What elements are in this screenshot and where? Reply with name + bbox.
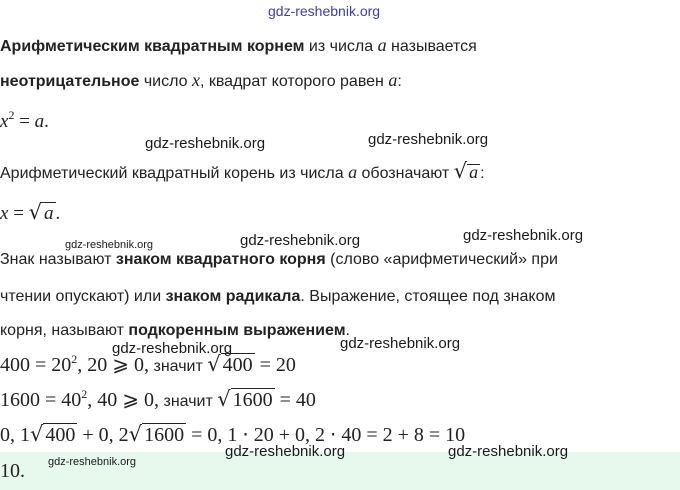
sqrt-a: √ a <box>453 159 479 183</box>
example-sum: 0, 1√ 400 + 0, 2√ 1600 = 0, 1 ⋅ 20 + 0, 2 ⋅ 40 = 2 + 8 = 10 <box>0 422 466 446</box>
watermark: gdz-reshebnik.org <box>65 239 154 251</box>
definition-equation: $x^2 = a$. <box>0 108 49 132</box>
watermark: gdz-reshebnik.org <box>448 443 569 460</box>
sqrt-1600-b: √ 1600 <box>128 422 185 446</box>
watermark: gdz-reshebnik.org <box>112 340 233 357</box>
answer-text: 10. <box>0 460 25 482</box>
watermark: gdz-reshebnik.org <box>368 131 489 148</box>
sign-line-3: корня, называют подкоренным выражением. <box>0 322 350 339</box>
sign-line-1: Знак называют знаком квадратного корня (слово «арифметический» при <box>0 251 558 268</box>
watermark: gdz-reshebnik.org <box>340 335 461 352</box>
watermark: gdz-reshebnik.org <box>240 232 361 249</box>
sqrt-400-b: √ 400 <box>30 422 76 446</box>
watermark: gdz-reshebnik.org <box>225 443 346 460</box>
watermark-top: gdz-reshebnik.org <box>268 3 381 19</box>
sqrt-a-eq: √ a <box>28 200 54 224</box>
watermark: gdz-reshebnik.org <box>463 227 584 244</box>
notation-line: Арифметический квадратный корень из числа a обозначают √ a : <box>0 159 485 183</box>
sqrt-1600: √ 1600 <box>217 387 273 411</box>
watermark: gdz-reshebnik.org <box>48 456 137 468</box>
sqrt-400: √ 400 <box>207 352 253 376</box>
watermark: gdz-reshebnik.org <box>145 135 266 152</box>
example-400: $400 = 20^2$, 20 ⩾ 0, значит √ 400 = 20 <box>0 352 296 376</box>
definition-line-2: неотрицательное число x, квадрат которого равен a: <box>0 70 402 90</box>
example-1600: $1600 = 40^2$, 40 ⩾ 0, значит √ 1600 = 40 <box>0 387 316 411</box>
sign-line-2: чтении опускают) или знаком радикала. Выражение, стоящее под знаком <box>0 288 556 305</box>
definition-line-1: Арифметическим квадратным корнем из числа a называется <box>0 35 477 55</box>
notation-equation: x = √ a . <box>0 200 61 224</box>
term-bold: Арифметическим квадратным корнем <box>0 38 305 55</box>
